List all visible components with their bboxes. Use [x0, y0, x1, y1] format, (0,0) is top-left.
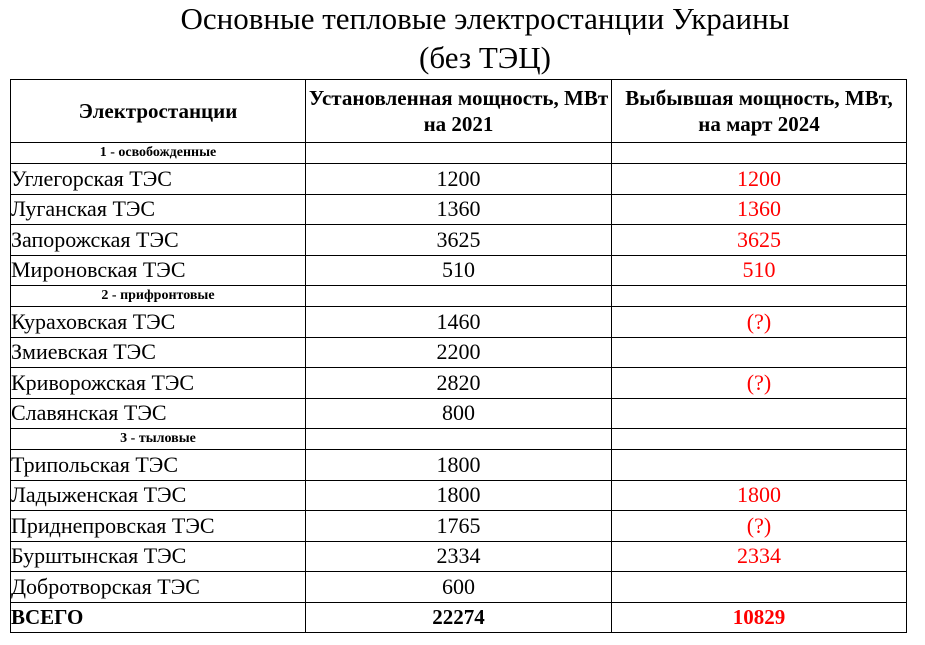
table-row: [11, 337, 907, 368]
station-name-cell: Славянская ТЭС: [11, 398, 306, 429]
page-title: Основные тепловые электростанции Украины: [180, 1, 790, 36]
section-row: [11, 143, 907, 164]
installed-capacity-cell: 3625: [306, 225, 612, 256]
station-name-cell: Запорожская ТЭС: [11, 225, 306, 256]
total-row: [11, 602, 907, 632]
table-row: [11, 450, 907, 481]
retired-capacity-cell: (?): [612, 511, 907, 542]
column-header-installed-capacity: Установленная мощность, МВт на 2021: [306, 80, 612, 143]
retired-capacity-cell: [612, 398, 907, 429]
total-label: ВСЕГО: [11, 602, 306, 632]
installed-capacity-cell: 600: [306, 572, 612, 603]
retired-capacity-cell: [612, 450, 907, 481]
table-row: [11, 368, 907, 399]
section-empty-cell: [306, 143, 612, 164]
table-body: [11, 143, 907, 603]
retired-capacity-cell: [612, 337, 907, 368]
retired-capacity-cell: 1360: [612, 194, 907, 225]
page-subtitle: (без ТЭЦ): [419, 40, 551, 75]
installed-capacity-cell: 1765: [306, 511, 612, 542]
section-empty-cell: [306, 286, 612, 307]
table-row: [11, 164, 907, 195]
section-empty-cell: [612, 286, 907, 307]
station-name-cell: Трипольская ТЭС: [11, 450, 306, 481]
installed-capacity-cell: 2200: [306, 337, 612, 368]
table-row: [11, 480, 907, 511]
station-name-cell: Бурштынская ТЭС: [11, 541, 306, 572]
total-installed-value: 22274: [306, 602, 612, 632]
table-row: [11, 255, 907, 286]
table-row: [11, 398, 907, 429]
retired-capacity-cell: 2334: [612, 541, 907, 572]
column-header-stations: Электростанции: [11, 80, 306, 143]
table-row: [11, 572, 907, 603]
installed-capacity-cell: 800: [306, 398, 612, 429]
installed-capacity-cell: 510: [306, 255, 612, 286]
installed-capacity-cell: 1800: [306, 450, 612, 481]
retired-capacity-cell: 510: [612, 255, 907, 286]
section-empty-cell: [612, 143, 907, 164]
section-label: 3 - тыловые: [11, 429, 306, 450]
section-empty-cell: [612, 429, 907, 450]
station-name-cell: Кураховская ТЭС: [11, 307, 306, 338]
table-row: [11, 194, 907, 225]
table-row: [11, 225, 907, 256]
section-label: 2 - прифронтовые: [11, 286, 306, 307]
installed-capacity-cell: 2820: [306, 368, 612, 399]
retired-capacity-cell: (?): [612, 368, 907, 399]
column-header-retired-capacity: Выбывшая мощность, МВт, на март 2024: [612, 80, 907, 143]
station-name-cell: Добротворская ТЭС: [11, 572, 306, 603]
station-name-cell: Криворожская ТЭС: [11, 368, 306, 399]
station-name-cell: Приднепровская ТЭС: [11, 511, 306, 542]
installed-capacity-cell: 1800: [306, 480, 612, 511]
section-row: [11, 429, 907, 450]
total-retired-value: 10829: [612, 602, 907, 632]
installed-capacity-cell: 1360: [306, 194, 612, 225]
retired-capacity-cell: (?): [612, 307, 907, 338]
retired-capacity-cell: 1200: [612, 164, 907, 195]
retired-capacity-cell: 3625: [612, 225, 907, 256]
station-name-cell: Змиевская ТЭС: [11, 337, 306, 368]
retired-capacity-cell: [612, 572, 907, 603]
table-row: [11, 541, 907, 572]
installed-capacity-cell: 2334: [306, 541, 612, 572]
station-name-cell: Углегорская ТЭС: [11, 164, 306, 195]
section-empty-cell: [306, 429, 612, 450]
station-name-cell: Луганская ТЭС: [11, 194, 306, 225]
retired-capacity-cell: 1800: [612, 480, 907, 511]
table-header-row: [11, 80, 907, 143]
station-name-cell: Мироновская ТЭС: [11, 255, 306, 286]
section-row: [11, 286, 907, 307]
station-name-cell: Ладыженская ТЭС: [11, 480, 306, 511]
section-label: 1 - освобожденные: [11, 143, 306, 164]
table-row: [11, 307, 907, 338]
table-row: [11, 511, 907, 542]
installed-capacity-cell: 1460: [306, 307, 612, 338]
installed-capacity-cell: 1200: [306, 164, 612, 195]
power-stations-table: [10, 79, 907, 633]
